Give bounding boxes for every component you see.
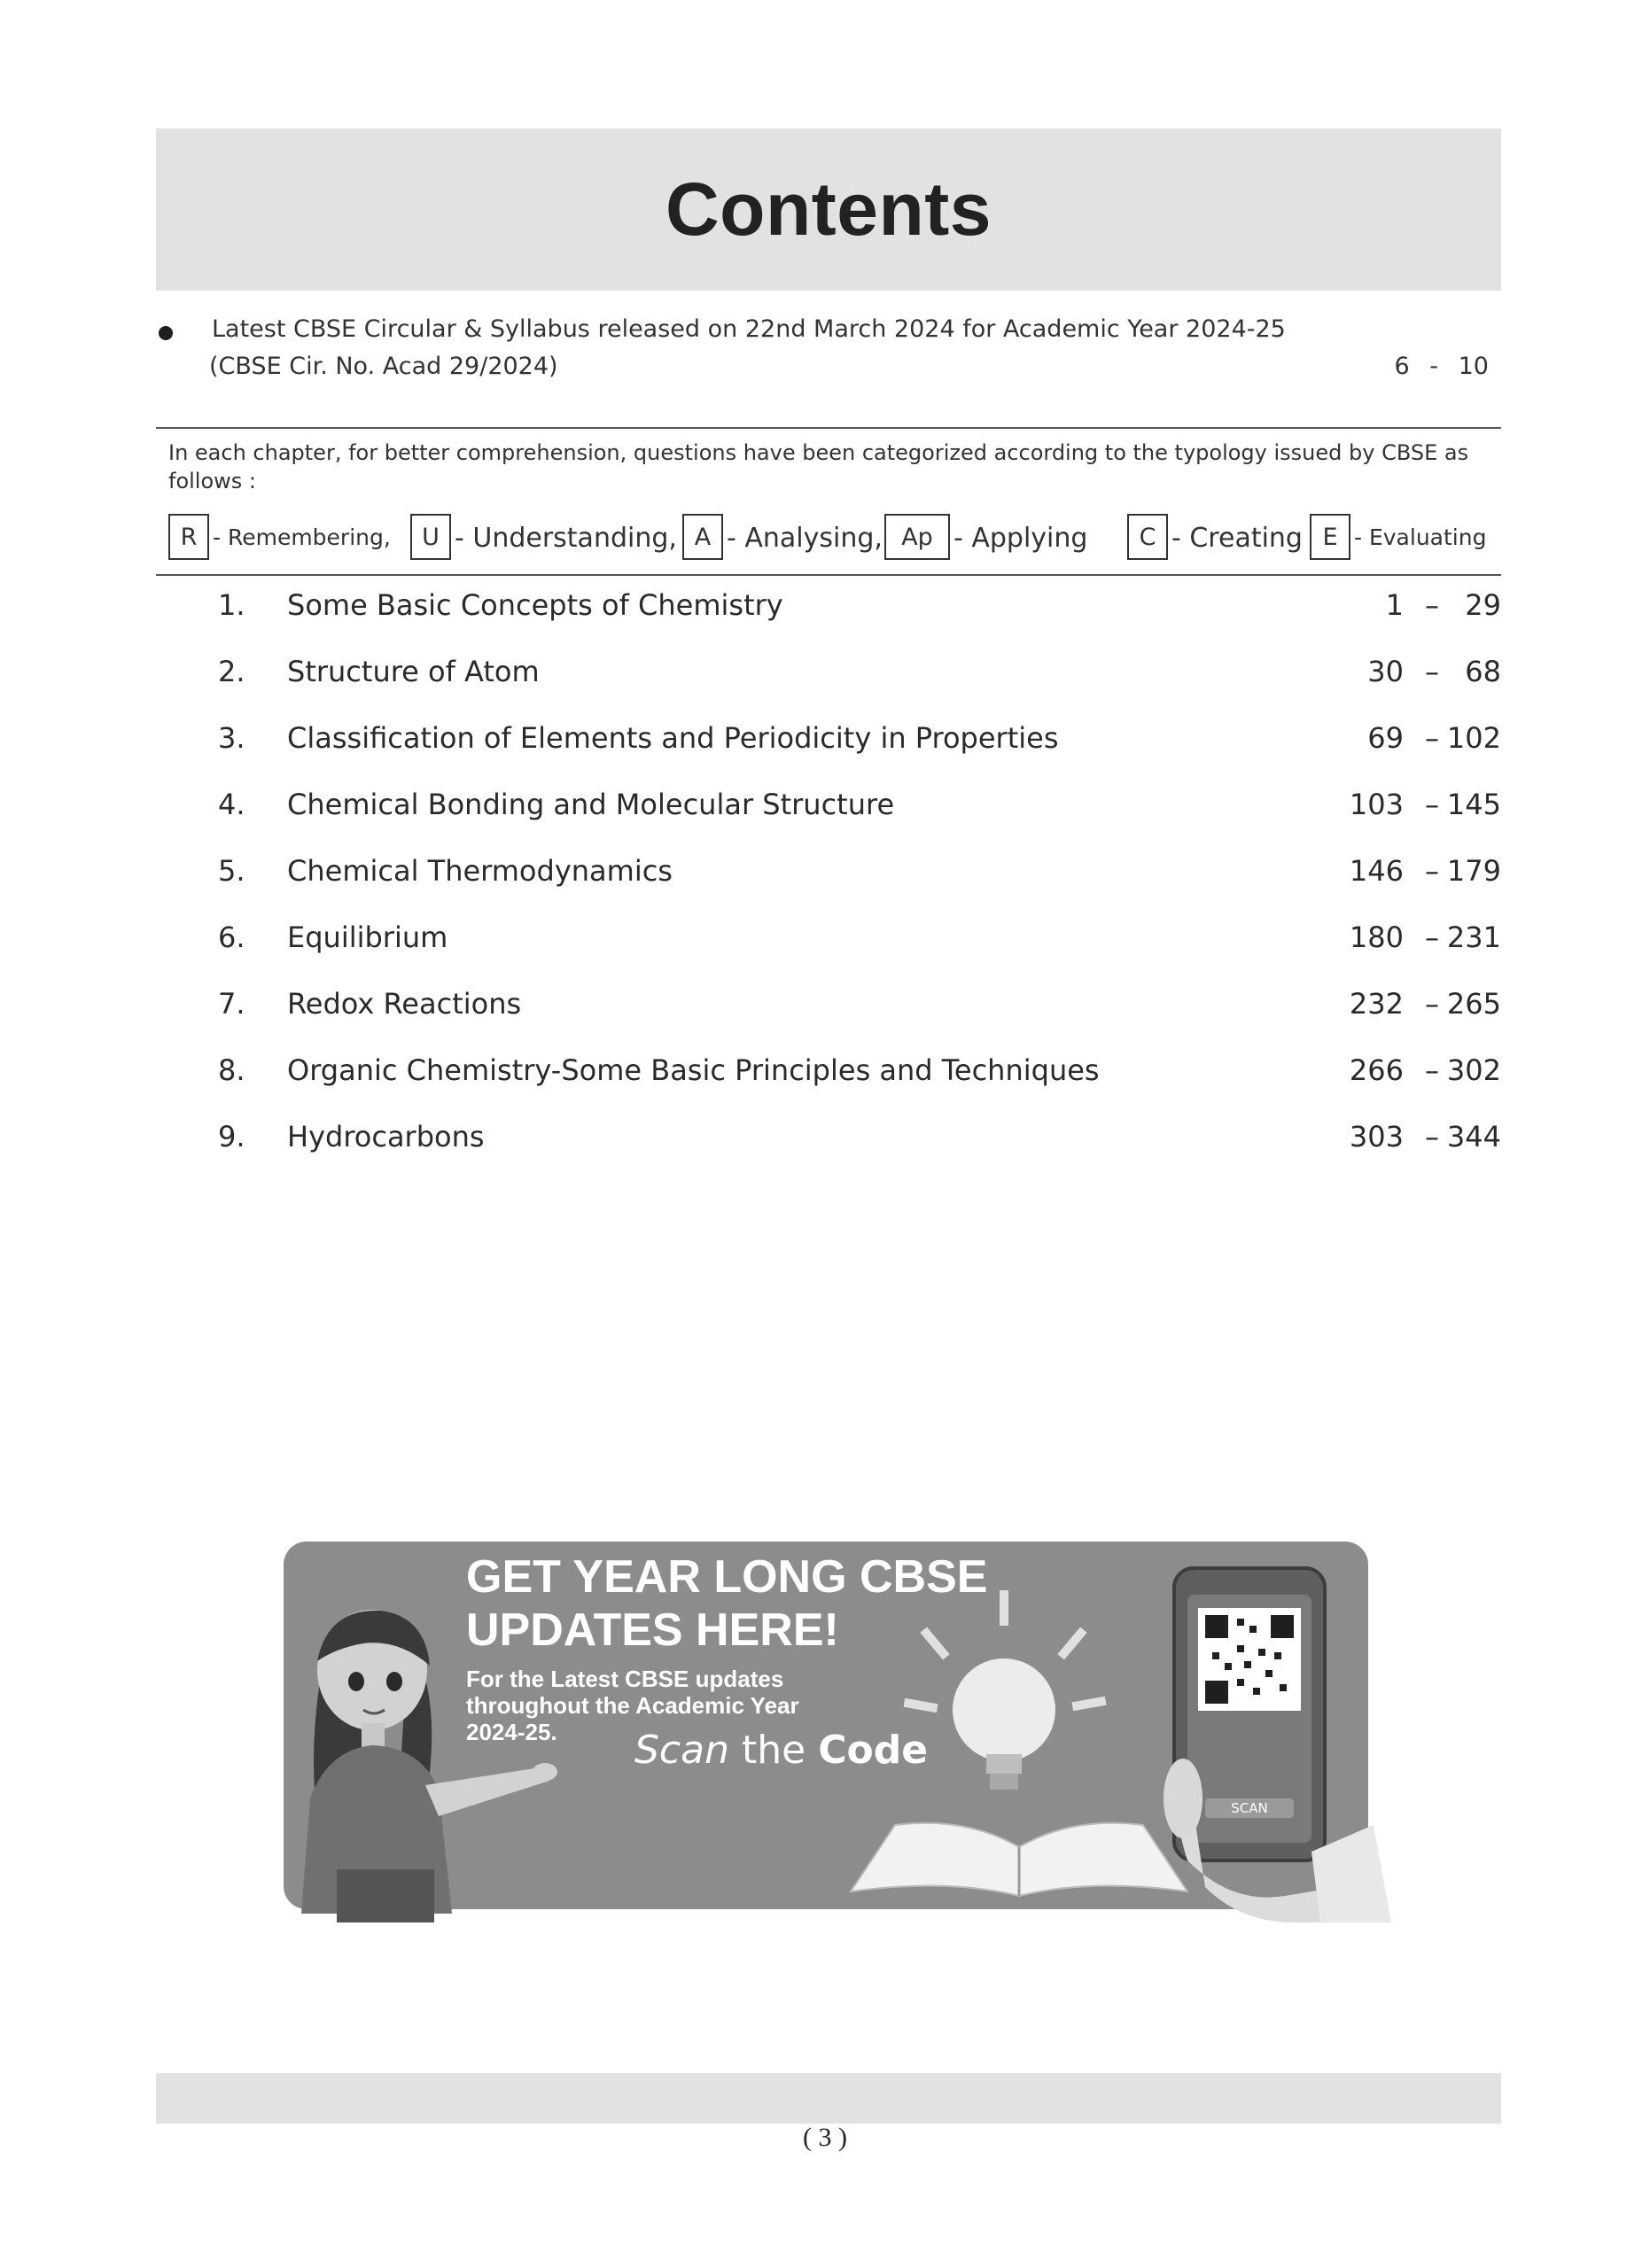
cbse-updates-banner[interactable] bbox=[284, 1542, 1368, 1909]
chapter-number: 8. bbox=[218, 1053, 245, 1087]
chapter-page-dash: – bbox=[1425, 987, 1439, 1021]
chapter-page-end: 102 bbox=[1446, 721, 1501, 755]
legend-label-e: - Evaluating bbox=[1354, 524, 1487, 550]
scan-button[interactable]: SCAN bbox=[1231, 1800, 1268, 1816]
chapter-number: 9. bbox=[218, 1120, 245, 1153]
chapter-title: Structure of Atom bbox=[287, 655, 540, 688]
legend-code-ap: Ap bbox=[884, 514, 950, 560]
chapter-page-dash: – bbox=[1425, 655, 1439, 688]
legend-code-c: C bbox=[1127, 514, 1168, 560]
chapter-row[interactable] bbox=[156, 854, 1501, 898]
chapter-page-end: 265 bbox=[1446, 987, 1501, 1021]
the-word: the bbox=[741, 1728, 806, 1773]
chapter-page-start: 303 bbox=[1349, 1120, 1404, 1153]
chapter-page-start: 232 bbox=[1349, 987, 1404, 1021]
banner-sub-3: 2024-25. bbox=[466, 1719, 557, 1745]
legend-label-c: - Creating bbox=[1171, 523, 1303, 554]
divider-bottom bbox=[156, 574, 1501, 576]
header-band bbox=[156, 128, 1501, 291]
chapter-page-dash: – bbox=[1425, 788, 1439, 821]
chapter-number: 2. bbox=[218, 655, 245, 688]
chapter-page-dash: – bbox=[1425, 721, 1439, 755]
hand-icon bbox=[1134, 1666, 1391, 1922]
footer-band bbox=[156, 2073, 1501, 2124]
lightbulb-icon bbox=[904, 1586, 1108, 1816]
banner-sub-1: For the Latest CBSE updates bbox=[466, 1666, 784, 1692]
bullet-icon bbox=[159, 326, 173, 340]
legend-label-u: - Understanding, bbox=[455, 523, 677, 554]
chapter-page-dash: – bbox=[1425, 1120, 1439, 1153]
chapter-row[interactable] bbox=[156, 655, 1501, 699]
chapter-row[interactable] bbox=[156, 788, 1501, 832]
banner-sub-2: throughout the Academic Year bbox=[466, 1692, 799, 1719]
chapter-page-dash: – bbox=[1425, 588, 1439, 622]
chapter-title: Some Basic Concepts of Chemistry bbox=[287, 588, 783, 622]
legend-label-ap: - Applying bbox=[953, 523, 1088, 554]
chapter-title: Chemical Thermodynamics bbox=[287, 854, 673, 888]
legend-code-r: R bbox=[168, 514, 209, 560]
chapter-row[interactable] bbox=[156, 987, 1501, 1031]
chapter-title: Hydrocarbons bbox=[287, 1120, 485, 1153]
chapter-row[interactable] bbox=[156, 1120, 1501, 1164]
chapter-row[interactable] bbox=[156, 1053, 1501, 1098]
chapter-page-dash: – bbox=[1425, 920, 1439, 954]
chapter-title: Equilibrium bbox=[287, 920, 448, 954]
chapter-title: Chemical Bonding and Molecular Structure bbox=[287, 788, 895, 821]
chapter-page-start: 180 bbox=[1349, 920, 1404, 954]
chapter-number: 7. bbox=[218, 987, 245, 1021]
chapter-title: Organic Chemistry-Some Basic Principles and Techniques bbox=[287, 1053, 1100, 1087]
legend-code-a: A bbox=[682, 514, 723, 560]
chapter-page-start: 146 bbox=[1349, 854, 1404, 888]
typology-note: In each chapter, for better comprehension, questions have been categorized according to the typology issued by CBSE as follows : bbox=[168, 440, 1469, 493]
code-word: Code bbox=[818, 1728, 929, 1773]
chapter-page-end: 231 bbox=[1446, 920, 1501, 954]
banner-headline-1: GET YEAR LONG CBSE bbox=[466, 1551, 988, 1603]
chapter-page-end: 29 bbox=[1465, 588, 1501, 622]
circular-line-1: Latest CBSE Circular & Syllabus released on 22nd March 2024 for Academic Year 2024-25 bbox=[212, 315, 1286, 343]
chapter-row[interactable] bbox=[156, 920, 1501, 965]
chapter-page-start: 30 bbox=[1367, 655, 1404, 688]
chapter-page-start: 103 bbox=[1349, 788, 1404, 821]
chapter-page-start: 1 bbox=[1385, 588, 1404, 622]
chapter-page-end: 302 bbox=[1446, 1053, 1501, 1087]
chapter-number: 6. bbox=[218, 920, 245, 954]
circular-line-2: (CBSE Cir. No. Acad 29/2024) bbox=[209, 353, 558, 380]
chapter-page-end: 179 bbox=[1446, 854, 1501, 888]
chapter-page-dash: – bbox=[1425, 1053, 1439, 1087]
chapter-page-end: 68 bbox=[1465, 655, 1501, 688]
page-title: Contents bbox=[665, 167, 992, 251]
chapter-number: 1. bbox=[218, 588, 245, 622]
legend-label-r: - Remembering, bbox=[213, 524, 391, 550]
chapter-page-dash: – bbox=[1425, 854, 1439, 888]
chapter-number: 3. bbox=[218, 721, 245, 755]
legend-code-e: E bbox=[1310, 514, 1350, 560]
chapter-page-end: 344 bbox=[1446, 1120, 1501, 1153]
banner-headline-2: UPDATES HERE! bbox=[466, 1604, 839, 1656]
chapter-number: 4. bbox=[218, 788, 245, 821]
banner-scan-text bbox=[634, 1728, 928, 1773]
legend-code-u: U bbox=[410, 514, 451, 560]
chapter-row[interactable] bbox=[156, 588, 1501, 633]
chapter-page-end: 145 bbox=[1446, 788, 1501, 821]
typology-legend bbox=[168, 514, 1503, 563]
divider-top bbox=[156, 427, 1501, 429]
chapter-row[interactable] bbox=[156, 721, 1501, 765]
chapter-title: Redox Reactions bbox=[287, 987, 522, 1021]
chapter-page-start: 266 bbox=[1349, 1053, 1404, 1087]
page-number: ( 3 ) bbox=[803, 2123, 847, 2152]
chapter-number: 5. bbox=[218, 854, 245, 888]
chapter-page-start: 69 bbox=[1367, 721, 1404, 755]
scan-word: Scan bbox=[634, 1728, 729, 1773]
circular-pages: 6 - 10 bbox=[1394, 353, 1489, 380]
chapter-title: Classification of Elements and Periodicity in Properties bbox=[287, 721, 1059, 755]
legend-label-a: - Analysing, bbox=[727, 523, 883, 554]
